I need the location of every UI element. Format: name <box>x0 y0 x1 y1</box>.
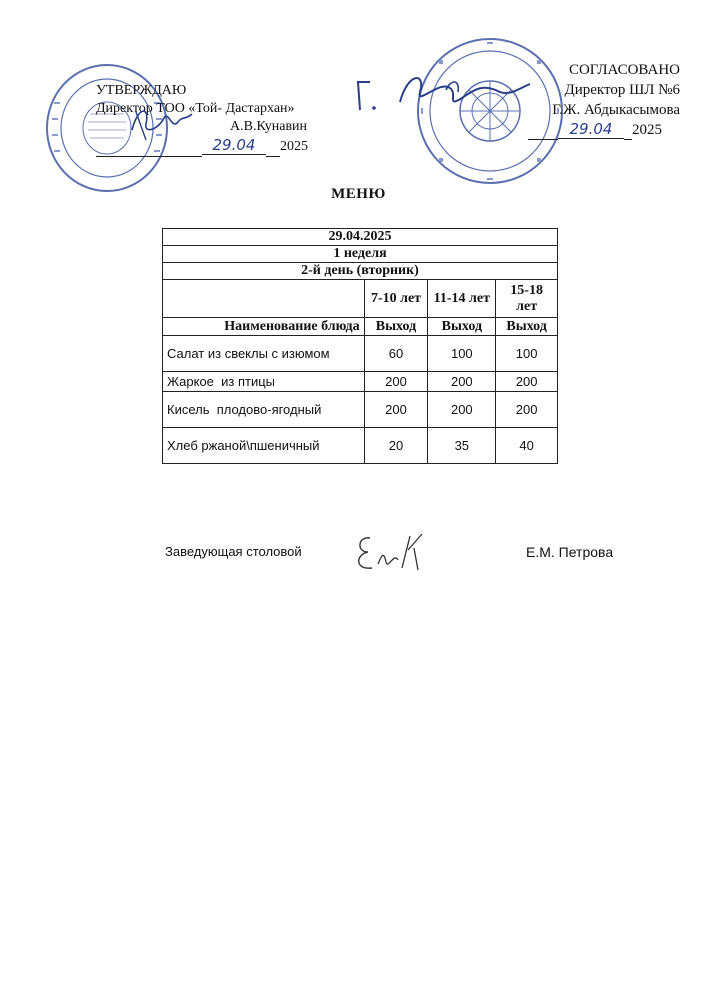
output-value: 200 <box>428 372 496 392</box>
page-title: МЕНЮ <box>331 186 386 202</box>
approve-heading: УТВЕРЖДАЮ <box>96 83 187 98</box>
approve-date-handwritten: 29.04 <box>202 136 266 155</box>
output-value: 35 <box>428 428 496 464</box>
table-row <box>163 392 558 428</box>
table-row <box>163 428 558 464</box>
menu-table <box>162 228 558 464</box>
approval-block-right <box>520 60 680 120</box>
menu-date: 29.04.2025 <box>163 229 558 246</box>
menu-day: 2-й день (вторник) <box>163 263 558 280</box>
table-row <box>163 372 558 392</box>
age-group-header: 15-18 лет <box>496 280 558 318</box>
output-value: 200 <box>428 392 496 428</box>
agree-date-handwritten: 29.04 <box>558 120 624 139</box>
output-value: 20 <box>364 428 428 464</box>
age-group-header: 7-10 лет <box>364 280 428 318</box>
output-value: 200 <box>364 392 428 428</box>
footer-role: Заведующая столовой <box>165 544 302 559</box>
approve-name: А.В.Кунавин <box>230 119 308 134</box>
agree-position: Директор ШЛ №6 <box>564 82 680 98</box>
output-value: 200 <box>496 392 558 428</box>
dish-name: Салат из свеклы с изюмом <box>163 336 365 372</box>
dish-name: Жаркое из птицы <box>163 372 365 392</box>
dish-name: Хлеб ржаной\пшеничный <box>163 428 365 464</box>
age-group-header: 11-14 лет <box>428 280 496 318</box>
signature-footer <box>348 530 438 576</box>
output-value: 40 <box>496 428 558 464</box>
output-value: 60 <box>364 336 428 372</box>
output-column-header: Выход <box>496 318 558 336</box>
approve-position: Директор ТОО «Той- Дастархан» <box>96 101 295 116</box>
header-blank <box>163 280 365 318</box>
output-value: 100 <box>496 336 558 372</box>
output-value: 200 <box>496 372 558 392</box>
agree-date-line <box>528 120 662 140</box>
agree-heading: СОГЛАСОВАНО <box>568 62 680 78</box>
signature-left <box>120 100 200 146</box>
footer-name: Е.М. Петрова <box>526 544 614 560</box>
dish-column-header: Наименование блюда <box>163 318 365 336</box>
menu-week: 1 неделя <box>163 246 558 263</box>
dish-name: Кисель плодово-ягодный <box>163 392 365 428</box>
approve-year: 2025 <box>280 139 308 154</box>
output-value: 100 <box>428 336 496 372</box>
table-row <box>163 336 558 372</box>
output-column-header: Выход <box>428 318 496 336</box>
agree-year: 2025 <box>632 122 662 138</box>
signature-right <box>350 62 540 124</box>
agree-name: Г.Ж. Абдыкасымова <box>552 102 680 118</box>
output-value: 200 <box>364 372 428 392</box>
output-column-header: Выход <box>364 318 428 336</box>
